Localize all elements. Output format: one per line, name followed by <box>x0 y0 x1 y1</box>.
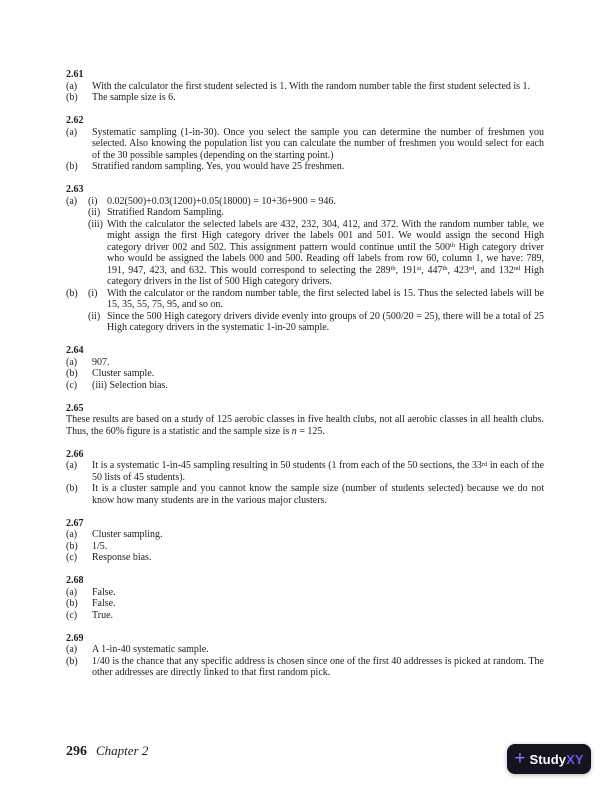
ordinal-superscript: th <box>390 265 396 273</box>
section-number: 2.63 <box>66 184 84 195</box>
item-text: 0.02(500)+0.03(1200)+0.05(18000) = 10+36+900 = 946. <box>107 195 336 207</box>
item-label: (b) <box>66 655 78 667</box>
ordinal-superscript: th <box>442 265 448 273</box>
item-text: It is a systematic 1-in-45 sampling resulting in 50 students (1 from each of the 50 sections, the 33rd in each of the 50 lists of 45 students). <box>92 460 545 483</box>
item-text: Cluster sampling. <box>92 529 163 540</box>
solution-item <box>66 552 544 564</box>
solution-item <box>66 414 544 437</box>
ordinal-superscript: rd <box>481 460 488 468</box>
solution-section <box>66 184 544 334</box>
plus-icon: + <box>514 747 526 769</box>
item-sublabel: (i) <box>88 195 98 207</box>
ordinal-superscript: th <box>450 242 456 250</box>
section-number: 2.68 <box>66 575 84 586</box>
solution-item <box>66 587 544 599</box>
item-text: Response bias. <box>92 552 152 563</box>
solution-section <box>66 69 544 104</box>
brand-name-primary: Study <box>529 751 567 767</box>
ordinal-superscript: st <box>416 265 422 273</box>
solution-item <box>66 311 544 334</box>
section-number: 2.65 <box>66 402 84 414</box>
item-text: False. <box>92 586 116 598</box>
solution-section <box>66 115 544 173</box>
section-number: 2.67 <box>66 517 84 529</box>
item-sublabel: (i) <box>88 287 98 299</box>
item-label: (a) <box>66 80 78 92</box>
item-text: 907. <box>92 356 110 368</box>
item-text: These results are based on a study of 125 aerobic classes in five health clubs, not all aerobic classes in all health clubs. Thus, the 60% figure is a statistic and the sample size is n = 125. <box>66 414 544 437</box>
section-number: 2.64 <box>66 345 84 356</box>
item-sublabel: (ii) <box>88 207 101 218</box>
item-sublabel: (iii) <box>88 218 103 230</box>
solution-item <box>66 483 544 506</box>
item-label: (b) <box>66 92 78 103</box>
solution-section <box>66 633 544 679</box>
item-text: 1/40 is the chance that any specific address is chosen since one of the first 40 addresses is picked at random. The other addresses are directly linked to that first random pick. <box>92 655 544 678</box>
item-text: Stratified random sampling. Yes, you would have 25 freshmen. <box>92 161 345 172</box>
item-label: (c) <box>66 609 78 621</box>
solution-item <box>66 644 544 656</box>
section-number: 2.66 <box>66 448 84 460</box>
solution-item <box>66 460 544 483</box>
item-label: (b) <box>66 287 78 299</box>
item-label: (b) <box>66 161 78 172</box>
brand-name <box>529 752 583 767</box>
item-label: (a) <box>66 644 78 655</box>
item-text: With the calculator the selected labels are 432, 232, 304, 412, and 372. With the random number table, we might assign the first High category driver the labels 001 and 501. We would assign the second High category driver 002 and 502. This assignment pattern would continue until the 500th High category driver who would be assigned the labels 000 and 500. Reading off labels from row 60, column 1, we have: 789, 191, 947, 423, and 632. This would correspond to selecting the 289th, 191st, 447th, 423rd, and 132nd High category drivers in the list of 500 High category drivers. <box>107 218 545 287</box>
item-text: Cluster sample. <box>92 368 155 379</box>
solution-item <box>66 81 544 93</box>
item-text: Stratified Random Sampling. <box>107 207 224 218</box>
item-label: (c) <box>66 379 78 391</box>
solution-item <box>66 219 544 288</box>
solution-item <box>66 196 544 208</box>
studyxy-badge[interactable] <box>507 744 591 774</box>
ordinal-superscript: rd <box>468 265 475 273</box>
item-text: It is a cluster sample and you cannot know the sample size (number of students selected) because we do not know how many students are in the various major clusters. <box>92 483 544 506</box>
italic-symbol: n <box>291 425 297 437</box>
section-number: 2.61 <box>66 69 84 80</box>
item-label: (a) <box>66 460 78 471</box>
item-text: (iii) Selection bias. <box>92 379 168 391</box>
solution-item <box>66 161 544 173</box>
item-text: Systematic sampling (1-in-30). Once you select the sample you can determine the number of freshmen you selected. Also knowing the population list you can calculate the number of freshmen you would select for each of the 30 possible samples (depending on the starting point.) <box>92 126 544 161</box>
solution-item <box>66 610 544 622</box>
solution-item <box>66 207 544 219</box>
solution-section <box>66 518 544 564</box>
item-label: (b) <box>66 368 78 379</box>
page-number: 296 <box>66 744 87 759</box>
item-label: (a) <box>66 356 78 368</box>
solution-item <box>66 288 544 311</box>
item-text: With the calculator or the random number table, the first selected label is 15. Thus the selected labels will be 15, 35, 55, 75, 95, and so on. <box>107 287 544 310</box>
section-number: 2.62 <box>66 115 84 126</box>
item-text: True. <box>92 609 114 621</box>
brand-name-secondary: XY <box>566 751 584 767</box>
solution-section <box>66 575 544 621</box>
item-label: (a) <box>66 586 78 598</box>
item-text: The sample size is 6. <box>92 92 176 103</box>
document-body <box>66 69 544 690</box>
solution-section <box>66 449 544 507</box>
item-label: (a) <box>66 126 78 138</box>
item-text: False. <box>92 598 116 609</box>
solution-item <box>66 529 544 541</box>
solution-item <box>66 380 544 392</box>
page-footer <box>66 742 148 760</box>
item-label: (c) <box>66 552 78 563</box>
ordinal-superscript: nd <box>513 265 521 273</box>
solution-item <box>66 127 544 162</box>
item-text: A 1-in-40 systematic sample. <box>92 644 209 655</box>
chapter-title: Chapter 2 <box>96 743 149 758</box>
solution-item <box>66 368 544 380</box>
item-text: With the calculator the first student selected is 1. With the random number table the first student selected is 1. <box>92 80 531 92</box>
solution-item <box>66 357 544 369</box>
solution-item <box>66 656 544 679</box>
item-text: Since the 500 High category drivers divide evenly into groups of 20 (500/20 = 25), there will be a total of 25 High category drivers in the systematic 1-in-20 sample. <box>107 310 544 333</box>
solution-item <box>66 598 544 610</box>
solution-item <box>66 92 544 104</box>
item-label: (a) <box>66 529 78 540</box>
item-label: (a) <box>66 195 78 207</box>
item-label: (b) <box>66 598 78 609</box>
item-label: (b) <box>66 540 78 552</box>
section-number: 2.69 <box>66 632 84 644</box>
item-label: (b) <box>66 483 78 494</box>
item-text: 1/5. <box>92 540 108 552</box>
solution-item <box>66 541 544 553</box>
solution-section <box>66 403 544 438</box>
item-sublabel: (ii) <box>88 310 101 322</box>
solution-section <box>66 345 544 391</box>
